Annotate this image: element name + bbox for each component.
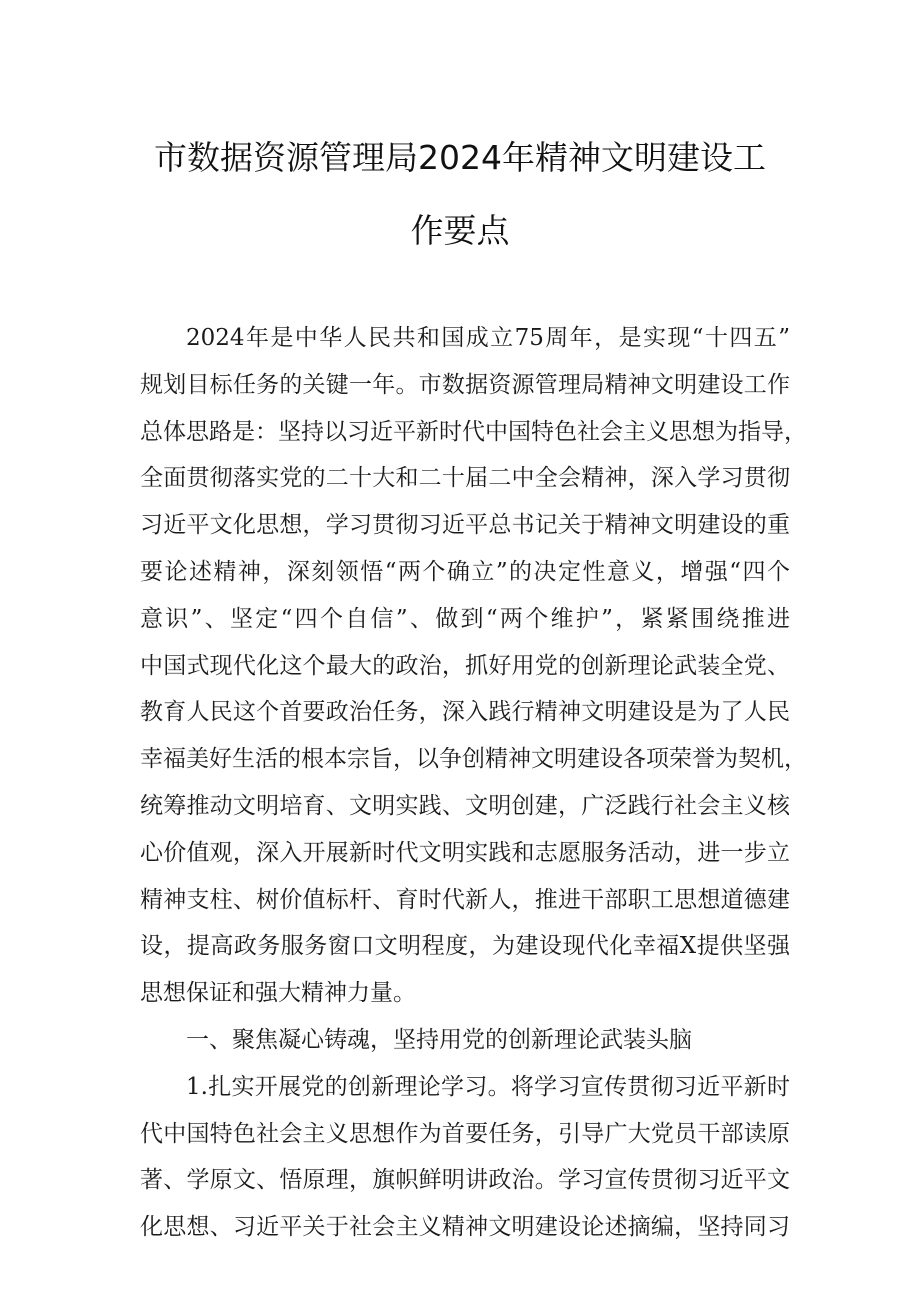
paragraph-line: 总体思路是：坚持以习近平新时代中国特色社会主义思想为指导， [140, 418, 807, 445]
paragraph-line: 习近平文化思想，学习贯彻习近平总书记关于精神文明建设的重 [140, 512, 790, 539]
paragraph-line: 精神支柱、树价值标杆、育时代新人，推进干部职工思想道德建 [140, 886, 790, 913]
document-body [140, 315, 807, 1251]
paragraph-line: 幸福美好生活的根本宗旨，以争创精神文明建设各项荣誉为契机， [140, 746, 807, 773]
paragraph-line: 中国式现代化这个最大的政治，抓好用党的创新理论武装全党、 [140, 652, 790, 679]
paragraph-line: 设，提高政务服务窗口文明程度，为建设现代化幸福X提供坚强 [140, 933, 790, 960]
section-heading-1: 一、聚焦凝心铸魂，坚持用党的创新理论武装头脑 [186, 1026, 692, 1053]
paragraph-line: 意识”、坚定“四个自信”、做到“两个维护”，紧紧围绕推进 [140, 605, 790, 632]
paragraph-line: 规划目标任务的关键一年。市数据资源管理局精神文明建设工作 [140, 371, 790, 398]
document-title-line-1: 市数据资源管理局2024年精神文明建设工 [154, 138, 766, 177]
paragraph-line: 教育人民这个首要政治任务，深入践行精神文明建设是为了人民 [140, 699, 790, 726]
paragraph-line: 统筹推动文明培育、文明实践、文明创建，广泛践行社会主义核 [140, 792, 790, 819]
paragraph-line: 心价值观，深入开展新时代文明实践和志愿服务活动，进一步立 [140, 839, 790, 866]
paragraph-line: 代中国特色社会主义思想作为首要任务，引导广大党员干部读原 [140, 1120, 790, 1147]
paragraph-line: 2024年是中华人民共和国成立75周年，是实现“十四五” [186, 325, 790, 351]
paragraph-line: 化思想、习近平关于社会主义精神文明建设论述摘编，坚持同习 [140, 1214, 790, 1241]
paragraph-line-last: 思想保证和强大精神力量。 [140, 980, 416, 1007]
document-title-line-2: 作要点 [410, 211, 510, 250]
paragraph-line: 著、学原文、悟原理，旗帜鲜明讲政治。学习宣传贯彻习近平文 [140, 1167, 790, 1194]
paragraph-line: 要论述精神，深刻领悟“两个确立”的决定性意义，增强“四个 [140, 558, 790, 585]
paragraph-line: 全面贯彻落实党的二十大和二十届二中全会精神，深入学习贯彻 [140, 465, 790, 492]
paragraph-line: 1.扎实开展党的创新理论学习。将学习宣传贯彻习近平新时 [186, 1073, 790, 1100]
